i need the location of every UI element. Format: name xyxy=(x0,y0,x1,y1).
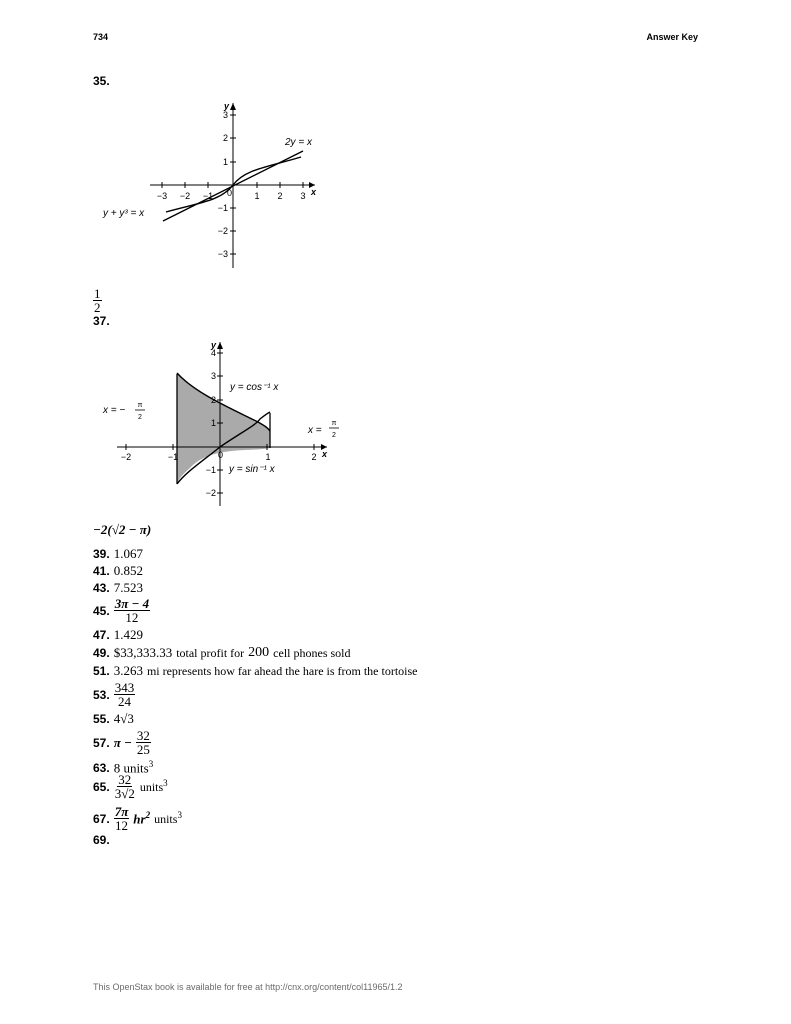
exponent: 3 xyxy=(163,778,168,788)
y-tick-label: −2 xyxy=(217,226,228,236)
graph-37 xyxy=(100,338,345,510)
exponent: 3 xyxy=(148,759,154,769)
answer-number: 57. xyxy=(93,735,110,750)
y-tick-label: 3 xyxy=(210,371,216,381)
answer-value: 0.852 xyxy=(113,563,143,578)
answer-text: mi represents how far ahead the hare is from the tortoise xyxy=(146,663,418,678)
graph-35 xyxy=(100,98,330,270)
y-tick-label: −1 xyxy=(205,465,216,475)
answer-39 xyxy=(93,546,143,562)
x-tick-label: 2 xyxy=(277,191,283,201)
label-x-neg-pi-2: x = − xyxy=(103,405,126,416)
answer-43 xyxy=(93,580,143,596)
fraction-denominator: 24 xyxy=(117,694,131,709)
answer-value: −2(√2 − π) xyxy=(93,522,152,537)
x-tick-label: −1 xyxy=(167,452,179,462)
answer-41 xyxy=(93,563,143,579)
label-pi-numerator: π xyxy=(331,420,337,427)
fraction-numerator: 3π − 4 xyxy=(114,596,150,611)
answer-quantity: 200 xyxy=(248,645,270,660)
fraction-numerator: 32 xyxy=(136,728,150,743)
fraction-numerator: 32 xyxy=(118,772,132,787)
fraction-numerator: 343 xyxy=(114,680,135,695)
answer-number: 41. xyxy=(93,564,110,578)
answer-35-value xyxy=(93,287,102,314)
answer-value: 1.429 xyxy=(113,627,143,642)
y-tick-label: −1 xyxy=(217,203,228,213)
fraction-denominator: 3√2 xyxy=(114,786,135,801)
x-tick-label: 3 xyxy=(300,191,306,201)
y-tick-label: 2 xyxy=(222,133,228,143)
label-denominator: 2 xyxy=(332,432,336,439)
origin-label: 0 xyxy=(217,450,223,460)
answer-unit: units xyxy=(154,812,178,826)
answer-49 xyxy=(93,645,351,661)
answer-number: 55. xyxy=(93,712,110,726)
x-tick-label: −3 xyxy=(156,191,168,201)
y-tick-label: 2 xyxy=(210,395,216,405)
x-tick-label: 1 xyxy=(265,452,271,462)
fraction-denominator: 12 xyxy=(114,818,128,833)
answer-47 xyxy=(93,627,143,643)
fraction-denominator: 12 xyxy=(125,610,139,625)
label-cubic: y + y³ = x xyxy=(103,208,145,219)
answer-tail: hr xyxy=(133,811,146,827)
x-tick-label: −2 xyxy=(179,191,191,201)
answer-51 xyxy=(93,663,418,679)
answer-prefix: π − xyxy=(113,734,132,750)
answer-35-number: 35. xyxy=(93,74,110,88)
fraction-denominator: 2 xyxy=(94,300,101,315)
answer-37-number: 37. xyxy=(93,314,110,328)
label-pi-numerator: π xyxy=(137,402,143,409)
answer-value: 4√3 xyxy=(113,711,134,726)
answer-value: $33,333.33 xyxy=(113,645,173,660)
answer-unit: units xyxy=(139,780,164,794)
x-tick-label: 2 xyxy=(311,452,317,462)
x-axis-label: x xyxy=(311,187,317,197)
section-title: Answer Key xyxy=(646,32,698,42)
answer-number: 63. xyxy=(93,760,110,775)
x-axis-label: x xyxy=(322,449,328,459)
footer-note: This OpenStax book is available for free at http://cnx.org/content/col11965/1.2 xyxy=(93,982,403,992)
y-axis-label: y xyxy=(224,101,230,111)
answer-value: 7.523 xyxy=(113,580,143,595)
exponent: 2 xyxy=(145,809,151,820)
answer-number: 47. xyxy=(93,628,110,642)
label-arccos: y = cos⁻¹ x xyxy=(230,382,279,393)
answer-55 xyxy=(93,711,134,727)
answer-value: 8 units xyxy=(113,760,149,776)
answer-number: 67. xyxy=(93,811,110,826)
y-tick-label: 4 xyxy=(210,348,216,358)
answer-67 xyxy=(93,805,182,832)
answer-57 xyxy=(93,729,151,756)
answer-number: 39. xyxy=(93,547,110,561)
fraction-numerator: 1 xyxy=(94,286,101,301)
answer-37-value xyxy=(93,522,151,538)
fraction-numerator: 7π xyxy=(114,804,129,819)
label-x-pi-2: x = xyxy=(308,425,322,436)
answer-number: 43. xyxy=(93,581,110,595)
x-tick-label: −2 xyxy=(120,452,132,462)
answer-53 xyxy=(93,681,135,708)
answer-65 xyxy=(93,773,168,800)
answer-number: 45. xyxy=(93,603,110,618)
y-tick-label: 1 xyxy=(222,157,228,167)
exponent: 3 xyxy=(177,810,182,820)
answer-69-number: 69. xyxy=(93,833,110,847)
y-tick-label: −2 xyxy=(205,488,216,498)
answer-number: 49. xyxy=(93,646,110,660)
page-number: 734 xyxy=(93,32,109,42)
answer-45 xyxy=(93,597,150,624)
y-tick-label: 3 xyxy=(222,110,228,120)
origin-label: 0 xyxy=(226,188,232,198)
answer-number: 65. xyxy=(93,779,110,794)
label-2y-equals-x: 2y = x xyxy=(285,137,312,148)
x-tick-label: −1 xyxy=(202,191,214,201)
fraction-denominator: 25 xyxy=(136,742,150,757)
answer-text: cell phones sold xyxy=(273,645,351,660)
answer-text: total profit for xyxy=(176,645,245,660)
label-arcsin: y = sin⁻¹ x xyxy=(229,464,275,475)
y-tick-label: −3 xyxy=(217,249,228,259)
label-denominator: 2 xyxy=(138,414,142,421)
x-tick-label: 1 xyxy=(254,191,260,201)
y-axis-label: y xyxy=(211,340,217,350)
answer-number: 51. xyxy=(93,664,110,678)
answer-value: 1.067 xyxy=(113,546,143,561)
y-tick-label: 1 xyxy=(210,418,216,428)
answer-number: 53. xyxy=(93,687,110,702)
answer-value: 3.263 xyxy=(113,663,143,678)
